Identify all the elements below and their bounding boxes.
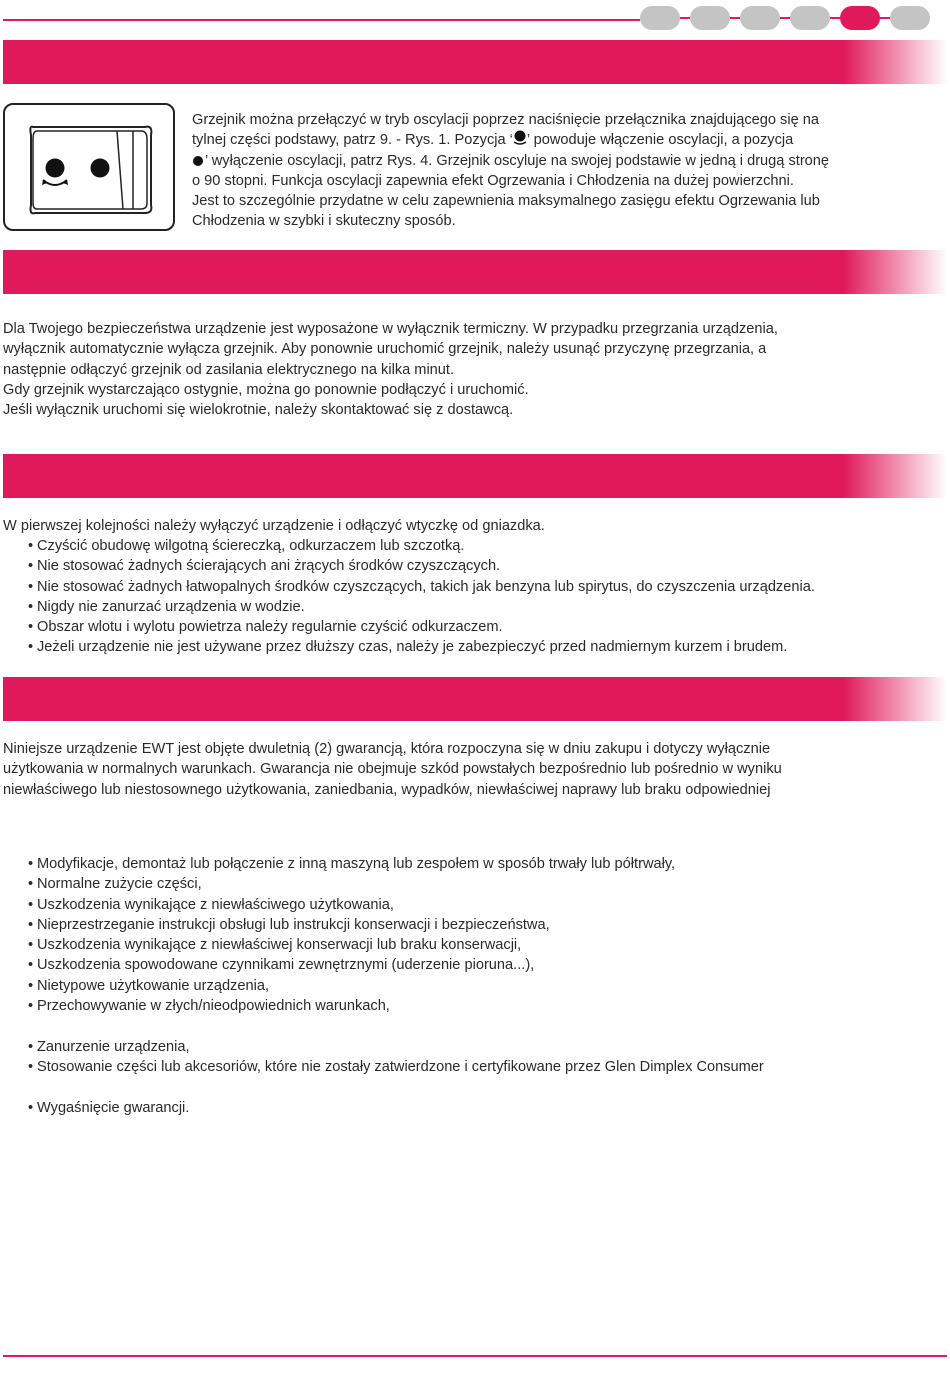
oscillation-line-3: ’ wyłączenie oscylacji, patrz Rys. 4. Grzejnik oscyluje na swojej podstawie w jedną i drugą stronę (192, 151, 829, 171)
page-dot-5-active[interactable] (840, 6, 880, 30)
thermal-line: Jeśli wyłącznik uruchomi się wielokrotnie, należy skontaktować się z dostawcą. (3, 402, 514, 419)
list-item: • Uszkodzenia spowodowane czynnikami zewnętrznymi (uderzenie pioruna...), (28, 957, 535, 974)
oscillation-on-icon (513, 130, 527, 146)
list-spacer (28, 1016, 764, 1036)
oscillation-line-4: o 90 stopni. Funkcja oscylacji zapewnia efekt Ogrzewania i Chłodzenia na dużej powierzchni. (192, 172, 794, 189)
list-item: • Uszkodzenia wynikające z niewłaściwego użytkowania, (28, 896, 394, 913)
page-dot-6[interactable] (890, 6, 930, 30)
cleaning-intro (3, 516, 545, 536)
pager-link (730, 17, 740, 19)
oscillation-switch-illustration (3, 103, 175, 231)
pager-link (830, 17, 840, 19)
list-item: • Zanurzenie urządzenia, (28, 1038, 190, 1055)
cleaning-list (28, 536, 815, 658)
thermal-line: następnie odłączyć grzejnik od zasilania elektrycznego na kilka minut. (3, 361, 455, 378)
list-item: • Wygaśnięcie gwarancji. (28, 1099, 190, 1116)
oscillation-line-1: Grzejnik można przełączyć w tryb oscylacji poprzez naciśnięcie przełącznika znajdującego się na (192, 112, 820, 128)
list-item: • Normalne zużycie części, (28, 876, 202, 893)
list-item: • Stosowanie części lub akcesoriów, które nie zostały zatwierdzone i certyfikowane przez Glen Dimplex Consumer (28, 1058, 764, 1075)
list-item: • Obszar wlotu i wylotu powietrza należy regularnie czyścić odkurzaczem. (28, 619, 503, 636)
section-header-bar-cleaning (3, 454, 947, 498)
page-dot-1[interactable] (640, 6, 680, 30)
page-dot-3[interactable] (740, 6, 780, 30)
list-item: • Czyścić obudowę wilgotną ściereczką, odkurzaczem lub szczotką. (28, 538, 465, 554)
warranty-line: Niniejsze urządzenie EWT jest objęte dwuletnią (2) gwarancją, która rozpoczyna się w dniu zakupu i dotyczy wyłącznie (3, 741, 771, 757)
oscillation-off-icon (192, 154, 205, 167)
section-header-bar-warranty (3, 677, 947, 721)
page-dot-4[interactable] (790, 6, 830, 30)
thermal-line: Gdy grzejnik wystarczająco ostygnie, można go ponownie podłączyć i uruchomić. (3, 381, 529, 398)
list-item: • Nigdy nie zanurzać urządzenia w wodzie. (28, 598, 305, 615)
list-item: • Jeżeli urządzenie nie jest używane przez dłuższy czas, należy je zabezpieczyć przed nadmiernym kurzem i brudem. (28, 639, 788, 656)
oscillation-text (192, 110, 829, 232)
warranty-exclusions-list (28, 854, 764, 1118)
list-spacer (28, 1077, 764, 1097)
warranty-line: użytkowania w normalnych warunkach. Gwarancja nie obejmuje szkód powstałych bezpośrednio lub pośrednio w wyniku (3, 761, 782, 778)
oscillation-line-6: Chłodzenia w szybki i skuteczny sposób. (192, 213, 456, 230)
pager-link (780, 17, 790, 19)
thermal-text (3, 319, 778, 420)
page-dot-2[interactable] (690, 6, 730, 30)
warranty-text (3, 739, 782, 800)
list-item: • Modyfikacje, demontaż lub połączenie z inną maszyną lub zespołem w sposób trwały lub półtrwały, (28, 856, 676, 872)
list-item: • Nietypowe użytkowanie urządzenia, (28, 977, 270, 994)
thermal-line: Dla Twojego bezpieczeństwa urządzenie jest wyposażone w wyłącznik termiczny. W przypadku przegrzania urządzenia, (3, 321, 778, 337)
list-item: • Przechowywanie w złych/nieodpowiednich warunkach, (28, 998, 390, 1015)
pager-link (880, 17, 890, 19)
switch-drawing-icon (5, 105, 173, 229)
top-rule (3, 19, 640, 21)
pager-link (680, 17, 690, 19)
oscillation-line-2: tylnej części podstawy, patrz 9. - Rys. 1. Pozycja ‘ ’ powoduje włączenie oscylacji, a pozycja (192, 132, 794, 149)
thermal-line: wyłącznik automatycznie wyłącza grzejnik. Aby ponownie uruchomić grzejnik, należy usunąć przyczynę przegrzania, a (3, 341, 767, 358)
bottom-rule (3, 1355, 947, 1357)
list-item: • Uszkodzenia wynikające z niewłaściwej konserwacji lub braku konserwacji, (28, 937, 522, 954)
list-item: • Nie stosować żadnych łatwopalnych środków czyszczących, takich jak benzyna lub spirytus, do czyszczenia urządzenia. (28, 578, 815, 595)
page-indicator (640, 6, 932, 30)
list-item: • Nie stosować żadnych ścierających ani żrących środków czyszczących. (28, 558, 501, 575)
oscillation-line-5: Jest to szczególnie przydatne w celu zapewnienia maksymalnego zasięgu efektu Ogrzewania lub (192, 193, 820, 210)
cleaning-intro-text: W pierwszej kolejności należy wyłączyć urządzenie i odłączyć wtyczkę od gniazdka. (3, 518, 545, 534)
section-header-bar-oscillation (3, 40, 947, 84)
warranty-line: niewłaściwego lub niestosownego użytkowania, zaniedbania, wypadków, niewłaściwej naprawy lub braku odpowiedniej (3, 781, 771, 798)
list-item: • Nieprzestrzeganie instrukcji obsługi lub instrukcji konserwacji i bezpieczeństwa, (28, 916, 550, 933)
section-header-bar-thermal (3, 250, 947, 294)
